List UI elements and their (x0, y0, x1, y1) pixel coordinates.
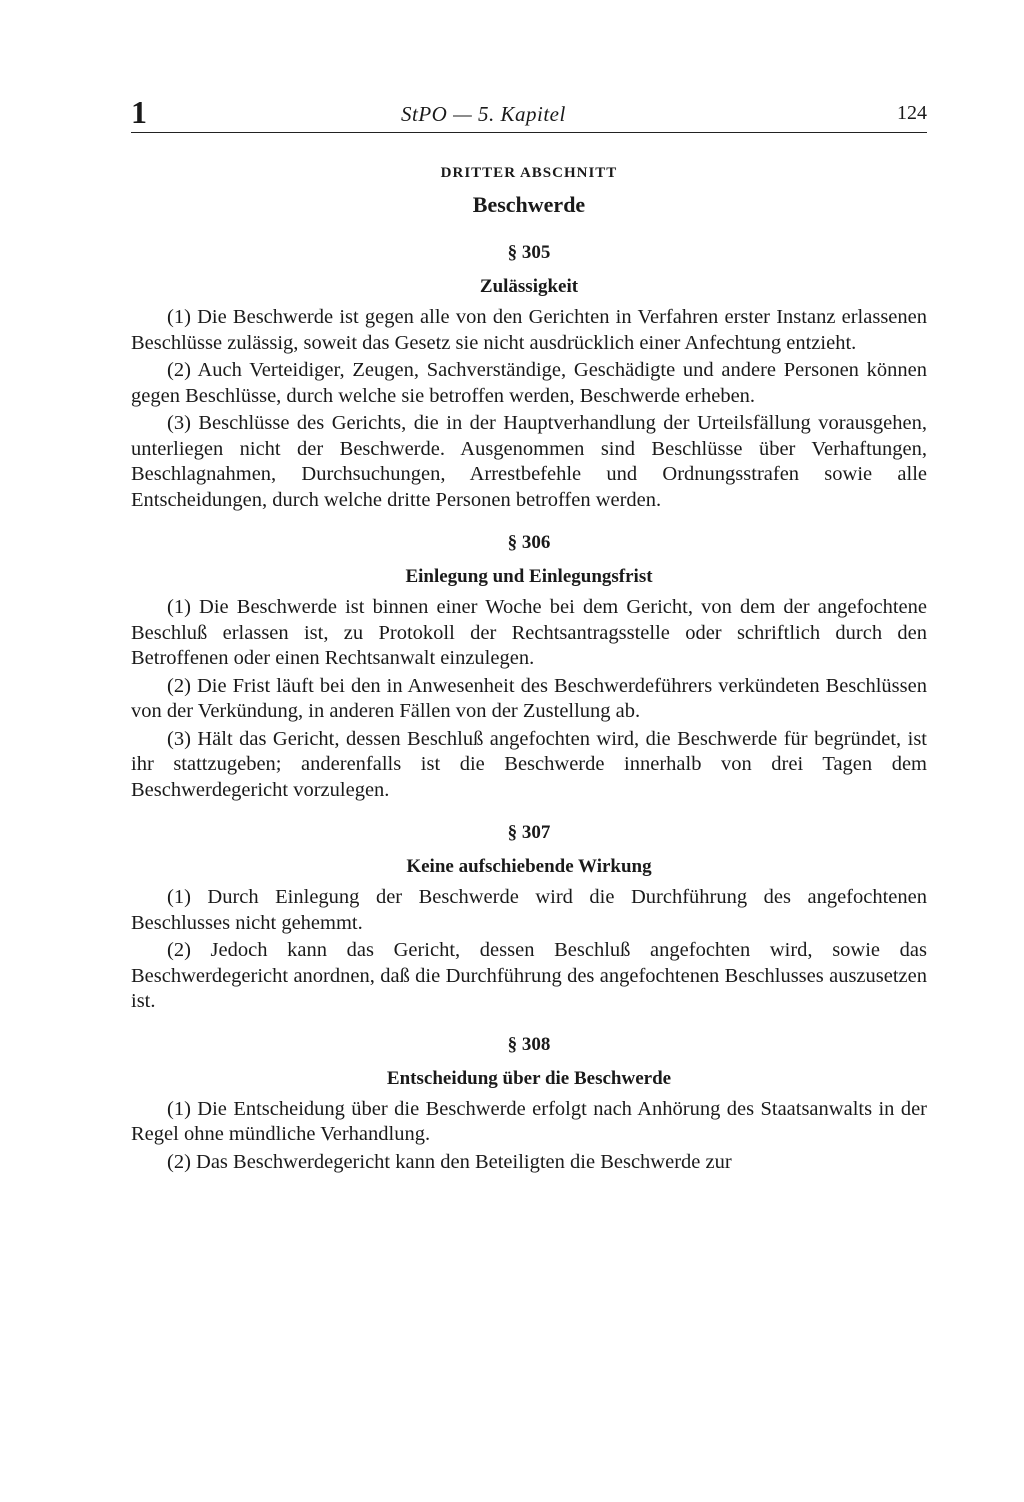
section-number: § 306 (507, 532, 551, 553)
chapter-title: Beschwerde (472, 192, 586, 217)
subsection: (3) Beschlüsse des Gerichts, die in der Hauptverhandlung der Urteilsfällung vorausgehen, unterliegen nicht der Beschwerde. Ausgenommen sind Beschlüsse über Verhaftungen, Beschlagnahmen, Durchsuchungen, Arrestbefehle und Ordnungsstrafen sowie alle Entscheidungen, durch welche dritte Personen betroffen werden. (131, 412, 927, 511)
running-header (131, 96, 927, 133)
subsection: (1) Die Beschwerde ist binnen einer Woche bei dem Gericht, von dem der angefochtene Beschluß erlassen ist, zu Protokoll der Rechtsantragsstelle oder schriftlich durch den Betroffenen oder einen Rechtsanwalt einzulegen. (131, 596, 927, 669)
abschnitt-heading: DRITTER ABSCHNITT (440, 165, 618, 181)
subsection: (1) Die Beschwerde ist gegen alle von den Gerichten in Verfahren erster Instanz erlassenen Beschlüsse zulässig, soweit das Gesetz sie nicht ausdrücklich einer Anfechtung entzieht. (131, 306, 927, 354)
subsection: (2) Das Beschwerdegericht kann den Beteiligten die Beschwerde zur (167, 1150, 732, 1173)
section-title: Entscheidung über die Beschwerde (386, 1067, 672, 1089)
document-page (131, 96, 927, 1177)
section-308 (131, 1033, 927, 1176)
chapter-number: 1 (131, 94, 147, 130)
section-305 (131, 241, 927, 513)
section-number: § 305 (507, 242, 551, 263)
subsection: (1) Die Entscheidung über die Beschwerde erfolgt nach Anhörung des Staatsanwalts in der Regel ohne mündliche Verhandlung. (131, 1097, 927, 1145)
section-307 (131, 821, 927, 1015)
subsection: (3) Hält das Gericht, dessen Beschluß angefochten wird, die Beschwerde für begründet, ist ihr stattzugeben; anderenfalls ist die Beschwerde innerhalb von drei Tagen dem Beschwerdegericht vorzulegen. (131, 727, 927, 801)
section-number: § 308 (507, 1033, 551, 1055)
page-number: 124 (897, 102, 927, 124)
section-title: Zulässigkeit (479, 276, 579, 297)
running-title: StPO — 5. Kapitel (401, 102, 566, 126)
section-306 (131, 531, 927, 803)
subsection: (2) Auch Verteidiger, Zeugen, Sachverständige, Geschädigte und andere Personen können gegen Beschlüsse, durch welche sie betroffen werden, Beschwerde erheben. (131, 359, 927, 407)
subsection: (2) Die Frist läuft bei den in Anwesenheit des Beschwerdeführers verkündeten Beschlüssen von der Verkündung, in anderen Fällen von der Zustellung ab. (131, 674, 927, 722)
section-title: Einlegung und Einlegungsfrist (405, 566, 653, 587)
subsection: (1) Durch Einlegung der Beschwerde wird die Durchführung des angefochtenen Beschlusses nicht gehemmt. (131, 886, 927, 934)
subsection: (2) Jedoch kann das Gericht, dessen Beschluß angefochten wird, sowie das Beschwerdegericht anordnen, daß die Durchführung des angefochtenen Beschlusses auszusetzen ist. (131, 939, 927, 1012)
section-number: § 307 (507, 822, 551, 843)
section-title: Keine aufschiebende Wirkung (406, 856, 652, 877)
